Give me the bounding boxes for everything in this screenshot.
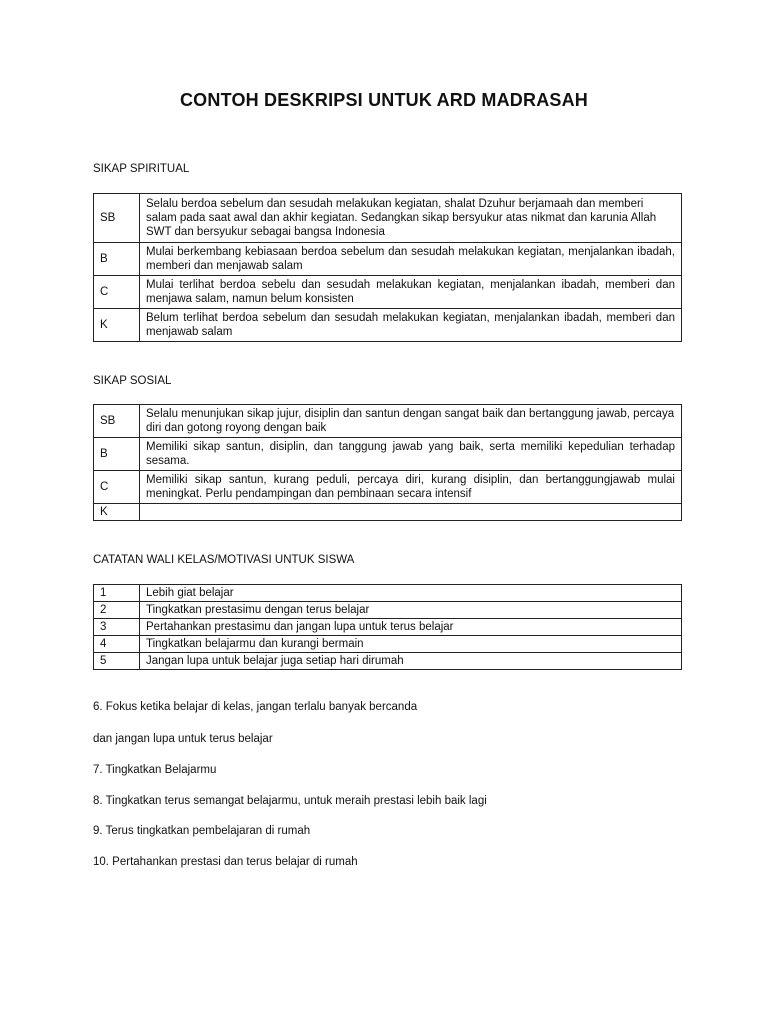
description-cell: Selalu menunjukan sikap jujur, disiplin dan santun dengan sangat baik dan bertanggung jawab, percaya diri dan gotong royong dengan baik — [140, 405, 682, 438]
section-heading-spiritual: SIKAP SPIRITUAL — [93, 163, 190, 175]
grade-cell: SB — [94, 405, 140, 438]
description-cell: Memiliki sikap santun, kurang peduli, percaya diri, kurang disiplin, dan bertanggungjawab mulai meningkat. Perlu pendampingan dan pembinaan secara intensif — [140, 471, 682, 504]
section-heading-catatan: CATATAN WALI KELAS/MOTIVASI UNTUK SISWA — [93, 554, 355, 566]
note-line: 9. Terus tingkatkan pembelajaran di rumah — [93, 825, 311, 837]
table-row — [94, 243, 682, 276]
note-line: 8. Tingkatkan terus semangat belajarmu, untuk meraih prestasi lebih baik lagi — [93, 795, 487, 807]
description-cell: Mulai terlihat berdoa sebelu dan sesudah melakukan kegiatan, menjalankan ibadah, memberi dan menjawa salam, namun belum konsisten — [140, 276, 682, 309]
note-cell: Pertahankan prestasimu dan jangan lupa untuk terus belajar — [140, 619, 682, 636]
note-cell: Tingkatkan belajarmu dan kurangi bermain — [140, 636, 682, 653]
table-row — [94, 636, 682, 653]
grade-cell: K — [94, 309, 140, 342]
description-cell: Mulai berkembang kebiasaan berdoa sebelum dan sesudah melakukan kegiatan, menjalankan ibadah, memberi dan menjawab salam — [140, 243, 682, 276]
note-cell: Tingkatkan prestasimu dengan terus belajar — [140, 602, 682, 619]
note-line: 10. Pertahankan prestasi dan terus belajar di rumah — [93, 856, 358, 868]
number-cell: 3 — [94, 619, 140, 636]
table-row — [94, 471, 682, 504]
table-spiritual — [93, 193, 682, 342]
table-catatan — [93, 584, 682, 670]
table-row — [94, 405, 682, 438]
table-row — [94, 602, 682, 619]
table-row — [94, 309, 682, 342]
number-cell: 1 — [94, 585, 140, 602]
table-row — [94, 504, 682, 521]
grade-cell: C — [94, 471, 140, 504]
grade-cell: K — [94, 504, 140, 521]
table-row — [94, 619, 682, 636]
table-row — [94, 438, 682, 471]
table-row — [94, 653, 682, 670]
description-cell: Belum terlihat berdoa sebelum dan sesudah melakukan kegiatan, menjalankan ibadah, memberi dan menjawab salam — [140, 309, 682, 342]
description-cell: Memiliki sikap santun, disiplin, dan tanggung jawab yang baik, serta memiliki kepedulian terhadap sesama. — [140, 438, 682, 471]
description-cell — [140, 504, 682, 521]
document-title: CONTOH DESKRIPSI UNTUK ARD MADRASAH — [179, 90, 588, 110]
table-row — [94, 194, 682, 243]
note-line: 6. Fokus ketika belajar di kelas, jangan terlalu banyak bercanda — [93, 701, 418, 713]
number-cell: 4 — [94, 636, 140, 653]
table-row — [94, 276, 682, 309]
grade-cell: SB — [94, 194, 140, 243]
grade-cell: C — [94, 276, 140, 309]
number-cell: 5 — [94, 653, 140, 670]
note-line: 7. Tingkatkan Belajarmu — [93, 764, 217, 776]
number-cell: 2 — [94, 602, 140, 619]
description-cell: Selalu berdoa sebelum dan sesudah melakukan kegiatan, shalat Dzuhur berjamaah dan memberi salam pada saat awal dan akhir kegiatan. Sedangkan sikap bersyukur atas nikmat dan karunia Allah SWT dan bersyukur sebagai bangsa Indonesia — [140, 194, 682, 243]
section-heading-sosial: SIKAP SOSIAL — [93, 375, 172, 387]
note-line: dan jangan lupa untuk terus belajar — [93, 733, 273, 745]
note-cell: Lebih giat belajar — [140, 585, 682, 602]
note-cell: Jangan lupa untuk belajar juga setiap hari dirumah — [140, 653, 682, 670]
grade-cell: B — [94, 438, 140, 471]
grade-cell: B — [94, 243, 140, 276]
table-row — [94, 585, 682, 602]
table-sosial — [93, 404, 682, 521]
